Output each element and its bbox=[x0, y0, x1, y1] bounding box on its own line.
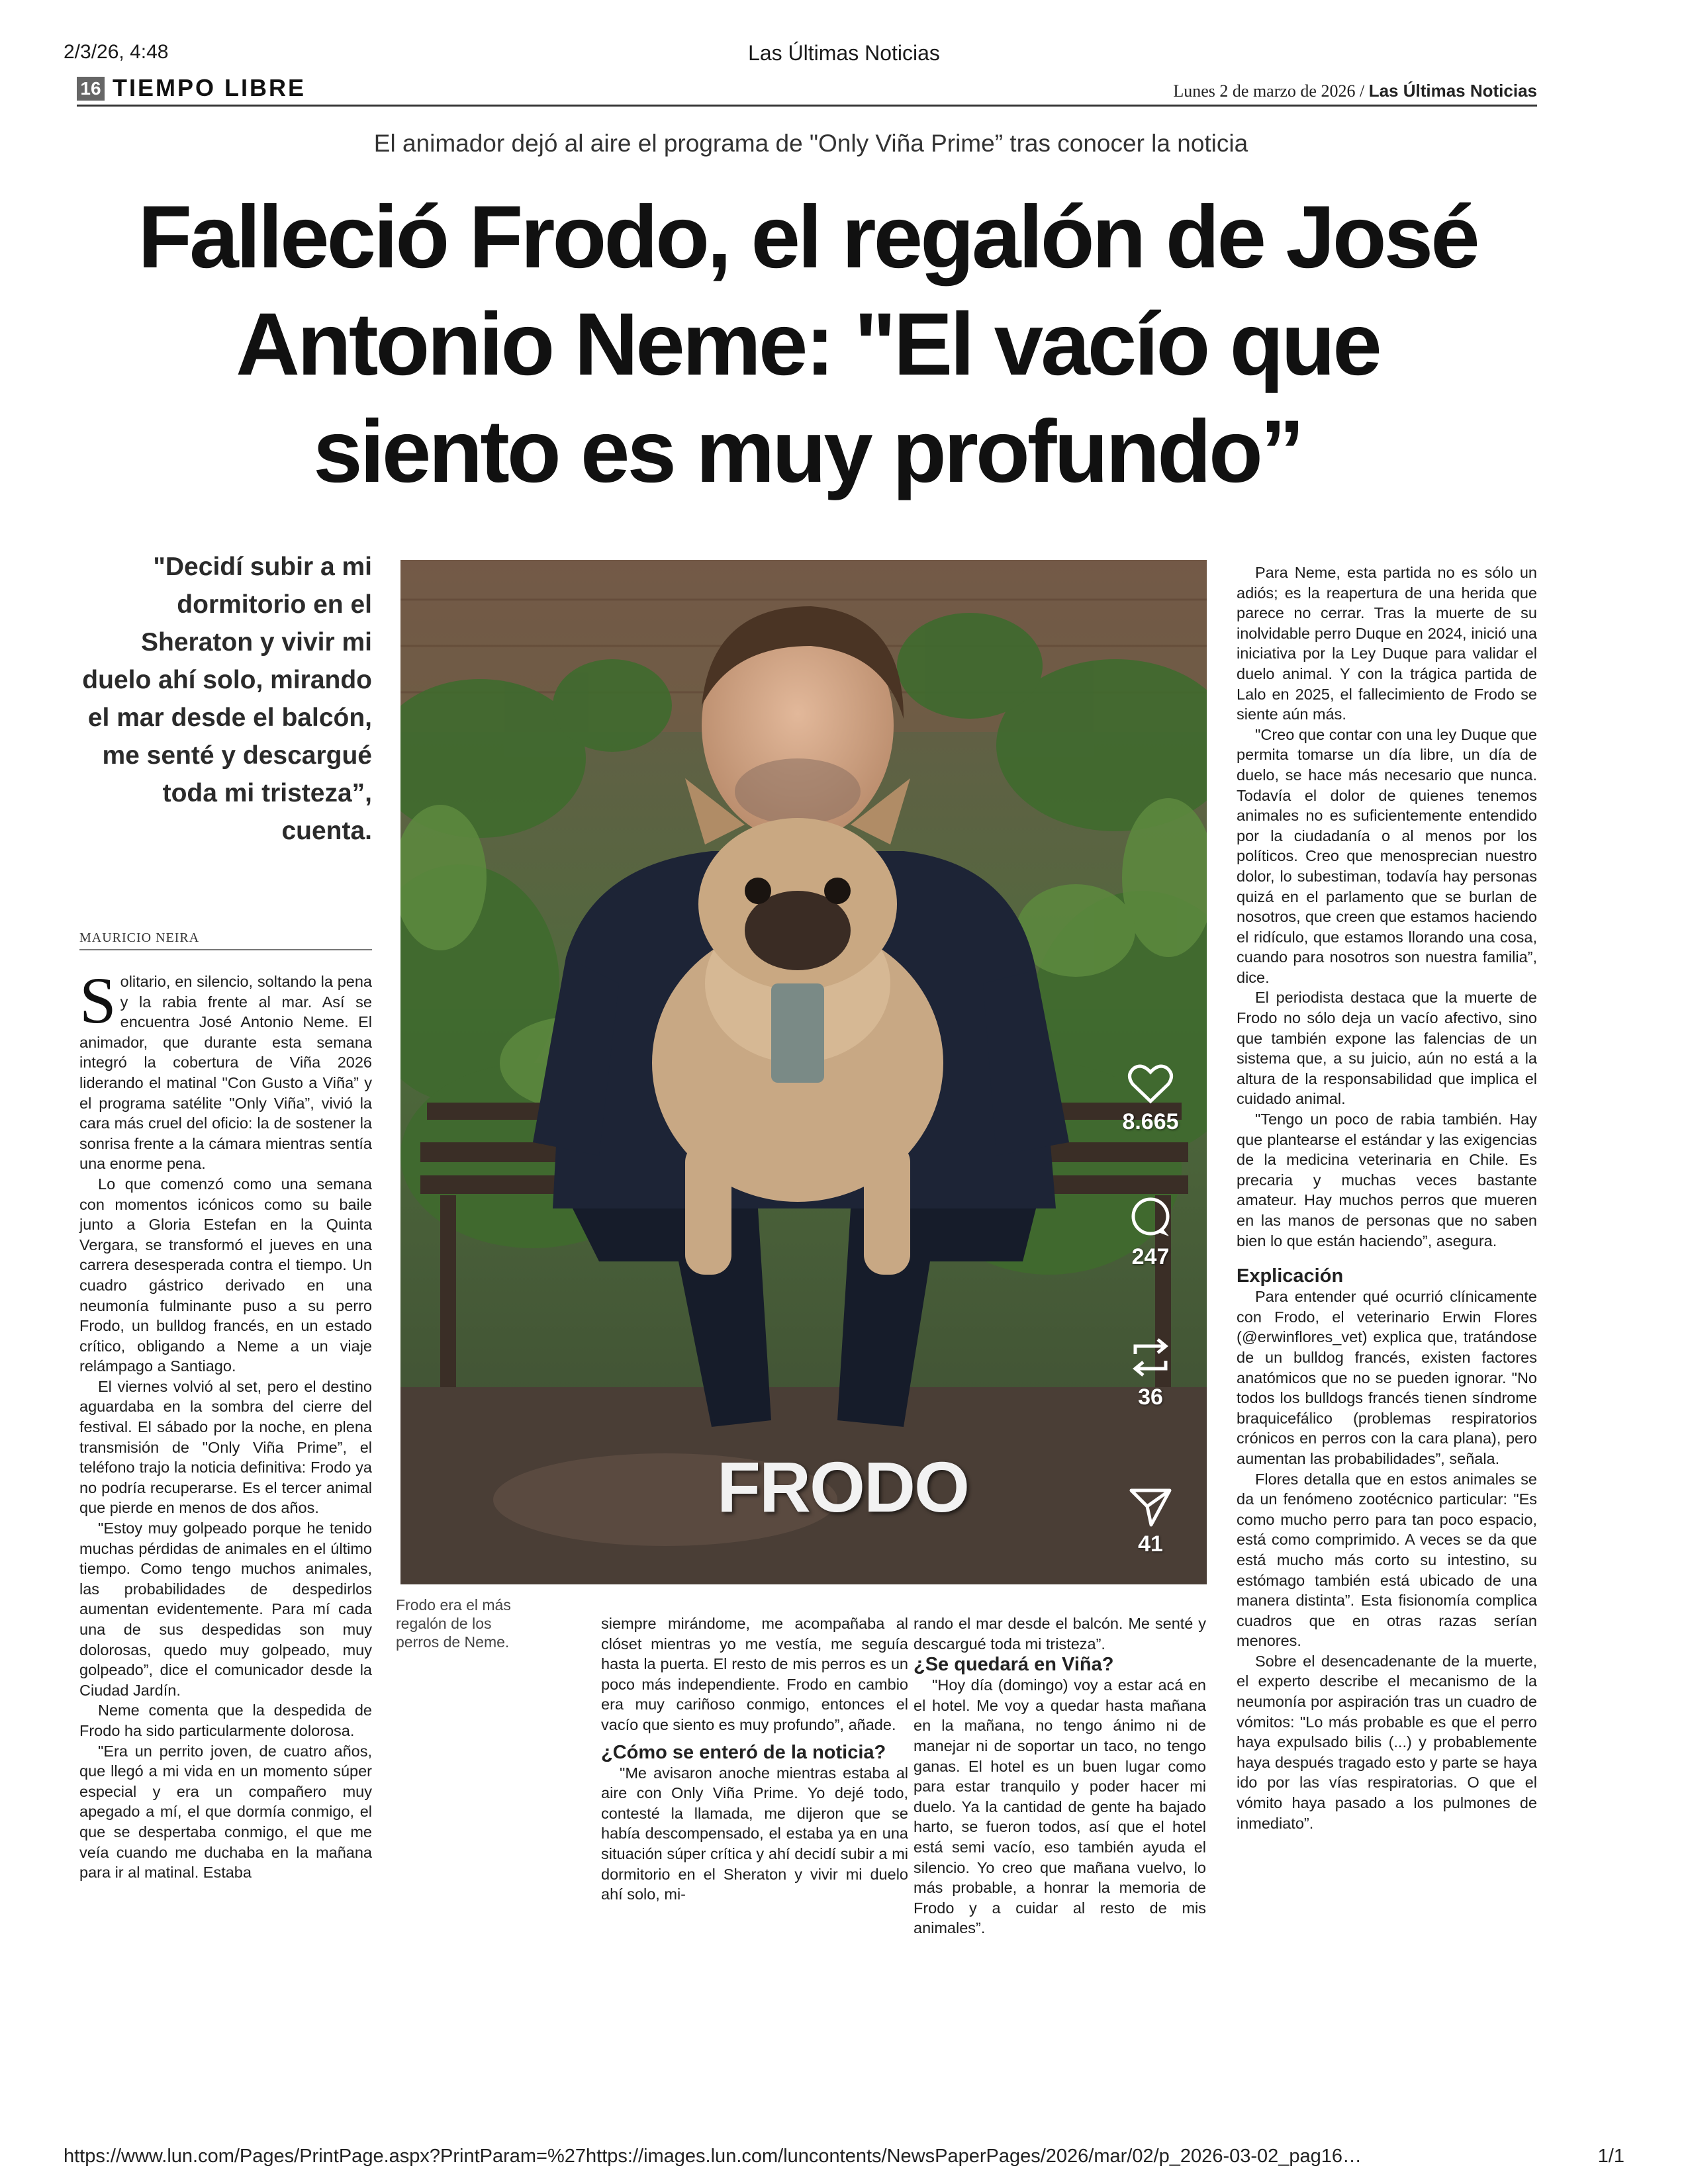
paragraph: Para entender qué ocurrió clínicamente con Frodo, el veterinario Erwin Flores (@erwinflores_vet) explica que, tratándose de un bulldog francés, existen factores anatómicos que no se pueden ignorar. "No todos los bulldogs francés tienen síndrome braquicefálico (problemas respiratorios crónicos en perros con la cara plana), pero aumentan las probabilidades”, señala. bbox=[1237, 1288, 1537, 1467]
byline: MAURICIO NEIRA bbox=[79, 931, 200, 945]
paragraph: "Estoy muy golpeado porque he tenido muchas pérdidas de animales en el último tiempo. Como tengo muchos animales, las probabilidades de despedirlos aumentan evidentemente. Para mí cada una de sus despedidas son muy dolorosas, quedo muy golpeado, muy golpeado”, dice el comunicador desde la Ciudad Jardín. bbox=[79, 1520, 372, 1699]
article-photo bbox=[400, 560, 1207, 1584]
paragraph: "Hoy día (domingo) voy a estar acá en el hotel. Me voy a quedar hasta mañana en la mañana, no tengo ánimo ni de manejar ni de soportar un taco, no tengo ganas. El hotel es un buen lugar como para estar tranquilo y poder hacer mi duelo. Ya la cantidad de gente ha bajado harto, se fueron todos, así que el hotel está semi vacío, eso también ayuda el silencio. Yo creo que mañana vuelvo, lo más probable, a honrar la memoria de Frodo y a cuidar al resto de mis animales”. bbox=[914, 1676, 1206, 1937]
pull-quote: "Decidí subir a mi dormitorio en el Sheraton y vivir mi duelo ahí solo, mirando el mar desde el balcón, me senté y descargué toda mi tristeza”, cuenta. bbox=[82, 553, 372, 845]
paragraph: Lo que comenzó como una semana con momentos icónicos como su baile junto a Gloria Estefan en la Quinta Vergara, se transformó el jueves en una carrera desesperada contra el tiempo. Un cuadro gástrico derivado en una neumonía fulminante puso a su perro Frodo, un bulldog francés, en un estado crítico, obligando a Neme a un viaje relámpago a Santiago. bbox=[79, 1175, 372, 1375]
issue-date: Lunes 2 de marzo de 2026 bbox=[1173, 81, 1356, 101]
print-page-count: 1/1 bbox=[1597, 2146, 1624, 2167]
photo-overlay-label: FRODO bbox=[717, 1447, 968, 1527]
paragraph: El viernes volvió al set, pero el destino aguardaba en la sombra del cierre del festival. El sábado por la noche, en plena transmisión de "Only Viña Prime”, el teléfono trajo la noticia definitiva: Frodo ya no podría recuperarse. Es el tercer animal que pierde en menos de dos años. bbox=[79, 1377, 372, 1517]
print-url: https://www.lun.com/Pages/PrintPage.aspx?PrintParam=%27https://images.lun.com/luncontents/NewsPaperPages/2026/mar/02/p_2026-03-02_pag16… bbox=[64, 2146, 1362, 2167]
paragraph: rando el mar desde el balcón. Me senté y descargué toda mi tristeza”. bbox=[914, 1615, 1206, 1653]
subheading: ¿Cómo se enteró de la noticia? bbox=[601, 1741, 886, 1763]
dateline bbox=[1173, 81, 1537, 101]
heart-icon bbox=[1127, 1063, 1174, 1105]
photo-illustration bbox=[400, 560, 1207, 1584]
like-control[interactable] bbox=[1121, 1063, 1180, 1135]
section-name: TIEMPO LIBRE bbox=[113, 74, 306, 101]
byline-rule bbox=[79, 949, 372, 950]
paragraph: Neme comenta que la despedida de Frodo ha sido particularmente dolorosa. bbox=[79, 1702, 372, 1739]
page-number: 16 bbox=[77, 77, 105, 101]
drop-cap: S bbox=[79, 964, 117, 1037]
masthead bbox=[77, 75, 1537, 105]
article-column-3 bbox=[914, 1614, 1206, 1938]
paragraph: Sobre el desencadenante de la muerte, el experto describe el mecanismo de la neumonía por aspiración tras un cuadro de vómitos: "Lo más probable es que el perro haya expulsado bilis (...) y probablemente haya después tragado esto y parte se haya ido por las vías respiratorias. O que el vómito haya pasado a los pulmones de inmediato”. bbox=[1237, 1652, 1537, 1832]
paragraph: El periodista destaca que la muerte de Frodo no sólo deja un vacío afectivo, sino que también expone las falencias de un sistema que, a su juicio, aún no está a la altura de la responsabilidad que implica el cuidado animal. bbox=[1237, 989, 1537, 1108]
paragraph: "Tengo un poco de rabia también. Hay que plantearse el estándar y las exigencias de la medicina veterinaria en Chile. Es precaria y muchas veces bastante amateur. Hay muchos perros que mueren en las manos de personas que no saben bien lo que están haciendo”, asegura. bbox=[1237, 1111, 1537, 1250]
headline-line: Antonio Neme: "El vacío que bbox=[236, 295, 1380, 394]
repost-control[interactable] bbox=[1121, 1334, 1180, 1410]
headline-line: siento es muy profundo” bbox=[313, 402, 1302, 501]
print-page-title: Las Últimas Noticias bbox=[748, 41, 940, 65]
article-kicker: El animador dejó al aire el programa de "Only Viña Prime” tras conocer la noticia bbox=[373, 130, 1248, 157]
article-column-1 bbox=[79, 964, 372, 1883]
article-headline bbox=[93, 184, 1523, 506]
comment-control[interactable] bbox=[1121, 1195, 1180, 1270]
subheading: ¿Se quedará en Viña? bbox=[914, 1654, 1114, 1676]
paper-name: Las Últimas Noticias bbox=[1368, 81, 1537, 101]
paragraph: "Creo que contar con una ley Duque que permita tomarse un día libre, un día de duelo, se hace más necesario que nunca. Todavía el dolor de quienes tenemos animales no es suficientemente entendido por la ciudadanía o al menos por los políticos. Creo que menosprecian nuestro dolor, lo subestiman, todavía hay personas quizá en el parlamento que se burlan de nosotros, que creen que estamos haciendo el ridículo, que estamos llorando una cosa, cuando para nosotros son nuestra familia”, dice. bbox=[1237, 725, 1537, 986]
dateline-separator: / bbox=[1355, 81, 1369, 101]
article-column-2 bbox=[601, 1614, 908, 1905]
comment-icon bbox=[1128, 1195, 1173, 1240]
like-count: 8.665 bbox=[1122, 1109, 1179, 1134]
repost-icon bbox=[1127, 1334, 1174, 1381]
subheading: Explicación bbox=[1237, 1265, 1344, 1287]
paragraph: Para Neme, esta partida no es sólo un adiós; es la reapertura de una herida que parece no cerrar. Tras la muerte de su inolvidable perro Duque en 2024, inició una iniciativa por la Ley Duque para validar el duelo animal. Y con la trágica partida de Lalo en 2025, el fallecimiento de Frodo se siente aún más. bbox=[1237, 564, 1537, 723]
headline-line: Falleció Frodo, el regalón de José bbox=[138, 188, 1477, 287]
paragraph: siempre mirándome, me acompañaba al clóset mientras yo me vestía, me seguía hasta la puerta. El resto de mis perros es un poco más independiente. Frodo en cambio era muy cariñoso conmigo, entonces el vacío que siento es muy profundo”, añade. bbox=[601, 1615, 908, 1733]
share-control[interactable] bbox=[1121, 1486, 1180, 1557]
repost-count: 36 bbox=[1138, 1385, 1163, 1410]
article-column-4 bbox=[1237, 563, 1537, 1833]
paragraph: Solitario, en silencio, soltando la pena y la rabia frente al mar. Así se encuentra José Antonio Neme. El animador, que durante esta semana integró la cobertura de Viña 2026 liderando el matinal "Con Gusto a Viña” y el programa satélite "Only Viña”, vivió la cara más cruel del oficio: la de sostener la sonrisa frente a la cámara mientras sentía una enorme pena. bbox=[79, 964, 372, 1173]
send-icon bbox=[1129, 1486, 1172, 1527]
share-count: 41 bbox=[1138, 1531, 1163, 1557]
paragraph: "Era un perrito joven, de cuatro años, que llegó a mi vida en un momento súper especial y era un compañero muy apegado a mí, el que dormía conmigo, el que se despertaba conmigo, el que me veía cuando me duchaba en la mañana para ir al matinal. Estaba bbox=[79, 1742, 372, 1882]
paragraph: "Me avisaron anoche mientras estaba al aire con Only Viña Prime. Yo dejé todo, contesté la llamada, me dijeron que se había descompensado, el estaba ya en una situación súper crítica y ahí decidí subir a mi dormitorio en el Sheraton y vivir mi duelo ahí solo, mi- bbox=[601, 1764, 908, 1903]
print-datetime: 2/3/26, 4:48 bbox=[64, 41, 169, 63]
comment-count: 247 bbox=[1131, 1244, 1170, 1269]
masthead-rule bbox=[77, 105, 1537, 107]
photo-caption: Frodo era el más regalón de los perros de Neme. bbox=[396, 1596, 511, 1651]
paragraph: Flores detalla que en estos animales se da un fenómeno zootécnico particular: "Es como mucho perro para tan poco espacio, está como comprimido. A veces se da que está mucho más corto su intestino, su estómago también está ubicado de una manera distinta”. Esta fisionomía complica cuadros que en otras razas serían menores. bbox=[1237, 1470, 1537, 1650]
